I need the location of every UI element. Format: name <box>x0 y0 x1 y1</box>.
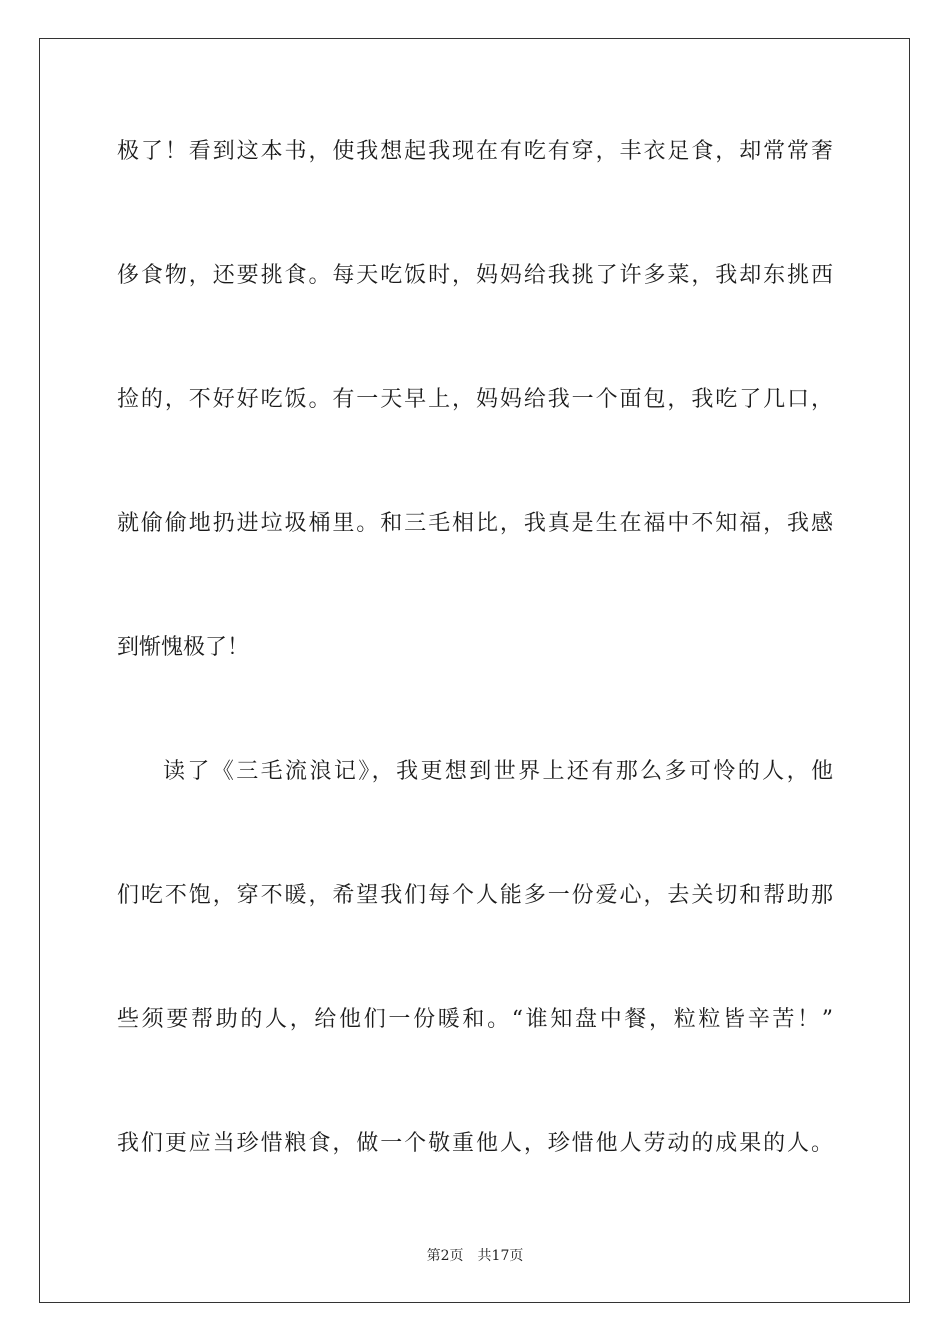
page-total: 共17页 <box>477 1248 524 1264</box>
page-footer <box>0 1246 950 1266</box>
paragraph-line: 就偷偷地扔进垃圾桶里。和三毛相比，我真是生在福中不知福，我感 <box>117 511 833 536</box>
page-border <box>39 38 910 1303</box>
paragraph-line: 侈食物，还要挑食。每天吃饭时，妈妈给我挑了许多菜，我却东挑西 <box>117 263 833 288</box>
page-number: 第2页 <box>426 1248 464 1264</box>
paragraph-line: 们吃不饱，穿不暖，希望我们每个人能多一份爱心，去关切和帮助那 <box>117 883 833 908</box>
paragraph-line: 我们更应当珍惜粮食，做一个敬重他人，珍惜他人劳动的成果的人。 <box>117 1131 833 1156</box>
paragraph-line: 捡的，不好好吃饭。有一天早上，妈妈给我一个面包，我吃了几口， <box>117 387 833 412</box>
paragraph-line: 读了《三毛流浪记》，我更想到世界上还有那么多可怜的人，他 <box>163 759 833 784</box>
paragraph-line: 极了！看到这本书，使我想起我现在有吃有穿，丰衣足食，却常常奢 <box>117 139 833 164</box>
paragraph-line: 到惭愧极了！ <box>117 635 250 660</box>
paragraph-line: 些须要帮助的人，给他们一份暖和。“谁知盘中餐，粒粒皆辛苦！” <box>117 1007 833 1032</box>
